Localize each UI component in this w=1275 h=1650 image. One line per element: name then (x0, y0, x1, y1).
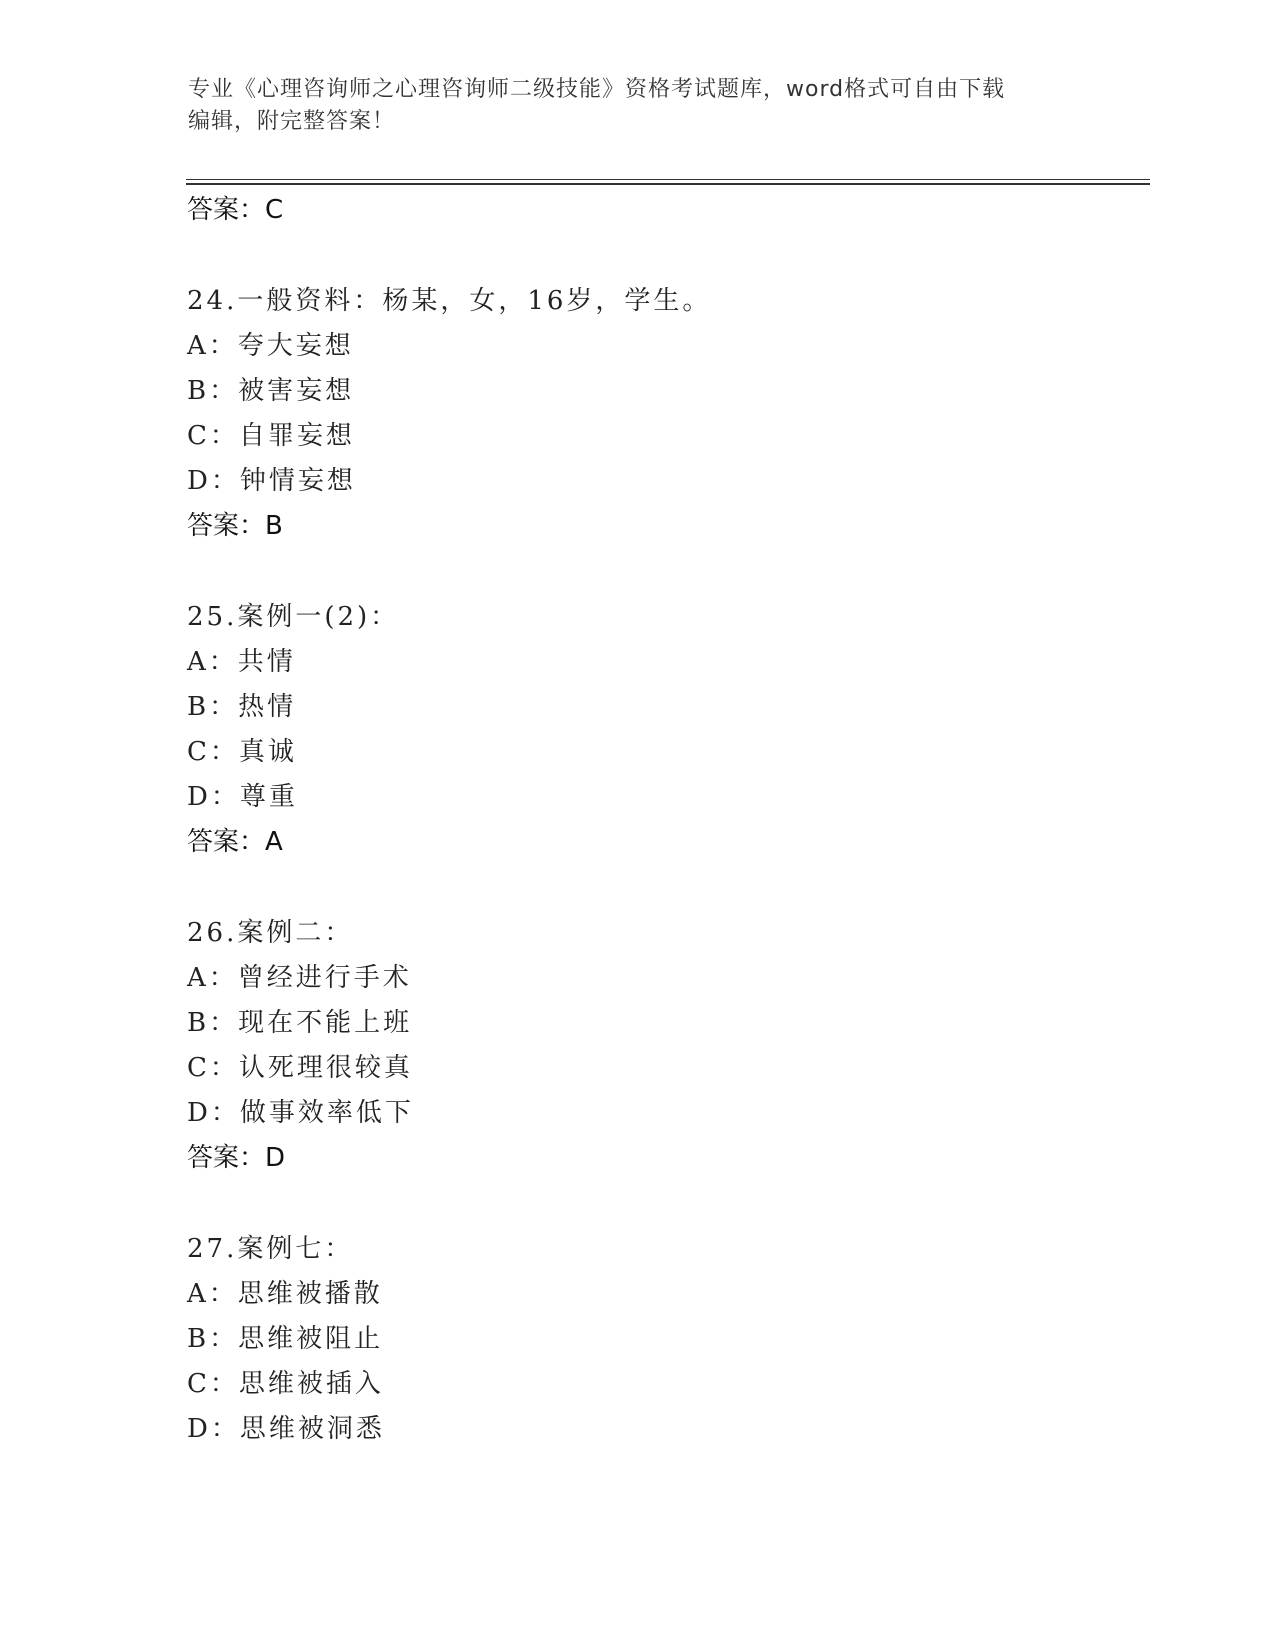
question-25-option-d: D：尊重 (187, 782, 298, 812)
question-27-option-c: C：思维被插入 (187, 1369, 384, 1399)
header-divider-thin (186, 179, 1150, 180)
question-25-option-a: A：共情 (187, 647, 296, 677)
question-24-option-c: C：自罪妄想 (187, 421, 355, 451)
question-25-stem: 25.案例一(2)： (187, 602, 400, 632)
question-25-option-c: C：真诚 (187, 737, 297, 767)
header-divider-thick (186, 183, 1150, 185)
question-24-option-a: A：夸大妄想 (187, 331, 354, 361)
question-27-stem: 27.案例七： (187, 1234, 354, 1264)
question-26-stem: 26.案例二： (187, 918, 354, 948)
question-25-option-b: B：热情 (187, 692, 297, 722)
question-26-answer: 答案：D (187, 1143, 286, 1173)
question-24-answer: 答案：B (187, 511, 283, 541)
question-26-option-b: B：现在不能上班 (187, 1008, 413, 1038)
question-24-option-b: B：被害妄想 (187, 376, 355, 406)
question-27-option-d: D：思维被洞悉 (187, 1414, 385, 1444)
header-line-1: 专业《心理咨询师之心理咨询师二级技能》资格考试题库，word格式可自由下载 (188, 77, 1006, 102)
question-26-option-d: D：做事效率低下 (187, 1098, 414, 1128)
question-25-answer: 答案：A (187, 827, 283, 857)
question-26-option-c: C：认死理很较真 (187, 1053, 413, 1083)
answer-line: 答案：C (187, 195, 284, 225)
question-26-option-a: A：曾经进行手术 (187, 963, 412, 993)
question-27-option-b: B：思维被阻止 (187, 1324, 384, 1354)
question-24-stem: 24.一般资料：杨某，女，16岁，学生。 (187, 286, 712, 316)
question-24-option-d: D：钟情妄想 (187, 466, 356, 496)
document-header (188, 74, 1068, 138)
question-27-option-a: A：思维被播散 (187, 1279, 383, 1309)
header-line-2: 编辑，附完整答案！ (188, 109, 396, 134)
